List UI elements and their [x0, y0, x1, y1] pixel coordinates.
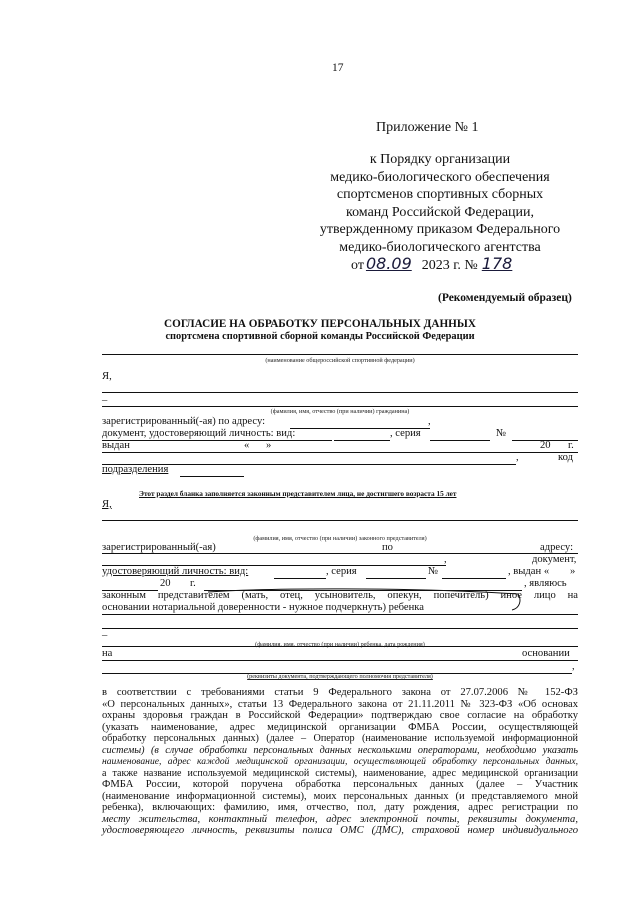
issued-label: выдан	[102, 440, 130, 451]
rep-document-type-field	[274, 578, 326, 579]
sample-note: (Рекомендуемый образец)	[438, 292, 572, 304]
na-label: на	[102, 648, 113, 659]
date-year: 2023 г. №	[421, 258, 478, 273]
body-line: в соответствии с требованиями статьи 9 Федерального закона от 27.07.2006 № 152-ФЗ	[102, 687, 578, 698]
body-line: (указать наименование, адрес медицинской организации ФМБА России, осуществляющей	[102, 721, 578, 733]
rep-name-field-line	[102, 520, 578, 521]
comma: ,	[428, 416, 431, 427]
name-field-line-2	[102, 406, 578, 407]
number-label: №	[496, 428, 507, 439]
body-line: ребенка), включающих: фамилию, имя, отчество, пол, дату рождения, адрес регистрации по	[102, 802, 578, 813]
basis-field-line	[102, 660, 578, 661]
header-line: медико-биологического агентства	[339, 239, 541, 255]
year-20: 20	[540, 440, 551, 451]
body-line: а также название используемой медицинской системы), наименование, адрес медицинской организации	[102, 767, 578, 779]
handwritten-date: 08.09	[365, 254, 412, 273]
child-name-field	[102, 628, 578, 629]
po-label: по	[382, 542, 393, 553]
basis-underline	[102, 614, 578, 615]
dash: –	[102, 395, 108, 406]
year-20: 20	[160, 578, 171, 589]
comma: ,	[516, 452, 519, 463]
header-line: к Порядку организации	[369, 152, 511, 167]
dash: –	[102, 630, 108, 641]
federation-field-line	[102, 354, 578, 355]
header-line: команд Российской Федерации,	[345, 204, 535, 220]
body-line: ФМБА России, которой поручена обработка персональных данных (далее – Участник	[102, 779, 578, 790]
body-line: наименование, адрес каждой медицинской организации, осуществляющей обработку персональных данных,	[102, 756, 578, 767]
rep-id-label: удостоверяющий личность: вид:	[102, 566, 249, 577]
ya-label-2: Я,	[102, 499, 112, 510]
header-line: утвержденному приказом Федерального	[319, 222, 561, 238]
rep-series-field	[366, 578, 426, 579]
rep-series-label: , серия	[326, 566, 357, 577]
quote-close: »	[570, 566, 576, 577]
page-number: 17	[332, 62, 344, 74]
body-line: «О персональных данных», статьи 13 Федерального закона от 21.11.2011 № 323-ФЗ «Об основах	[102, 698, 578, 710]
document-title: СОГЛАСИЕ НА ОБРАБОТКУ ПЕРСОНАЛЬНЫХ ДАННЫХ	[164, 318, 476, 330]
body-line: месту жительства, контактный телефон, адрес электронной почты, реквизиты документа,	[102, 813, 578, 825]
representative-type-line: законным представителем (мать, отец, усыновитель, опекун, попечитель) иное лицо на	[102, 590, 578, 601]
document-word: документ,	[532, 554, 577, 565]
comma: ,	[572, 661, 575, 672]
body-line: удостоверяющего личность, реквизиты полиса ОМС (ДМС), страховой номер индивидуального	[102, 825, 578, 836]
document-subtitle: спортсмена спортивной сборной команды Российской Федерации	[165, 331, 475, 342]
series-field	[430, 440, 490, 441]
series-label: , серия	[390, 428, 421, 439]
name-field-line	[102, 392, 578, 393]
subdivision-field	[180, 476, 244, 477]
rep-number-label: №	[428, 566, 439, 577]
rep-fio-caption: (фамилия, имя, отчество (при наличии) законного представителя)	[253, 535, 427, 542]
year-g: г.	[568, 440, 574, 451]
document-type-underline	[102, 440, 332, 441]
federation-caption: (наименование общероссийской спортивной федерации)	[265, 357, 415, 364]
rep-issued-label: , выдан «	[508, 566, 550, 577]
document-type-field	[334, 440, 390, 441]
body-line: системы) (в случае обработки персональных данных несколькими операторами, необходимо указать	[102, 744, 578, 756]
basis-line: основании нотариальной доверенности - нужное подчеркнуть) ребенка	[102, 602, 424, 613]
quote-close: »	[266, 440, 272, 451]
comma: ,	[444, 554, 447, 565]
order-reference	[300, 151, 580, 257]
rep-registered-label: зарегистрированный(-ая)	[102, 542, 216, 553]
subdivision-label: подразделения	[102, 464, 169, 475]
header-line: спортсменов спортивных сборных	[336, 187, 544, 203]
header-line: медико-биологического обеспечения	[330, 169, 550, 185]
body-line: обработку персональных данных) (далее – Оператор (наименование используемой информационной	[102, 733, 578, 744]
address-label: адресу:	[540, 542, 574, 553]
ya-label: Я,	[102, 371, 112, 382]
year-g: г.	[190, 578, 196, 589]
representative-section-note: Этот раздел бланка заполняется законным представителем лица, не достигшего возраста 15 лет	[139, 489, 457, 498]
rep-number-field	[442, 578, 506, 579]
order-date-line	[351, 254, 512, 274]
date-prefix: от	[351, 258, 364, 273]
rep-registered-underline	[102, 553, 578, 554]
kod-label: код	[558, 452, 573, 463]
handwritten-order-number: 178	[481, 254, 513, 273]
child-caption: (фамилия, имя, отчество (при наличии) ребенка, дата рождения)	[255, 641, 425, 648]
body-line: (наименование информационной системы), моих персональных данных (и представляемого мной	[102, 790, 578, 802]
osnovanii-label: основании	[522, 648, 570, 659]
body-line: охраны здоровья граждан в Российской Федерации» подтверждаю свое согласие на обработку	[102, 710, 578, 721]
being-label: , являюсь	[524, 578, 567, 589]
docs-caption: (реквизиты документа, подтверждающего полномочия представителя)	[247, 673, 433, 680]
appendix-heading: Приложение № 1	[376, 120, 479, 135]
registered-label: зарегистрированный(-ая) по адресу:	[102, 416, 266, 427]
fio-caption: (фамилия, имя, отчество (при наличии) гражданина)	[270, 408, 410, 415]
document-type-label: документ, удостоверяющий личность: вид:	[102, 428, 296, 439]
quote-open: «	[244, 440, 250, 451]
issued-field-line	[102, 452, 578, 453]
